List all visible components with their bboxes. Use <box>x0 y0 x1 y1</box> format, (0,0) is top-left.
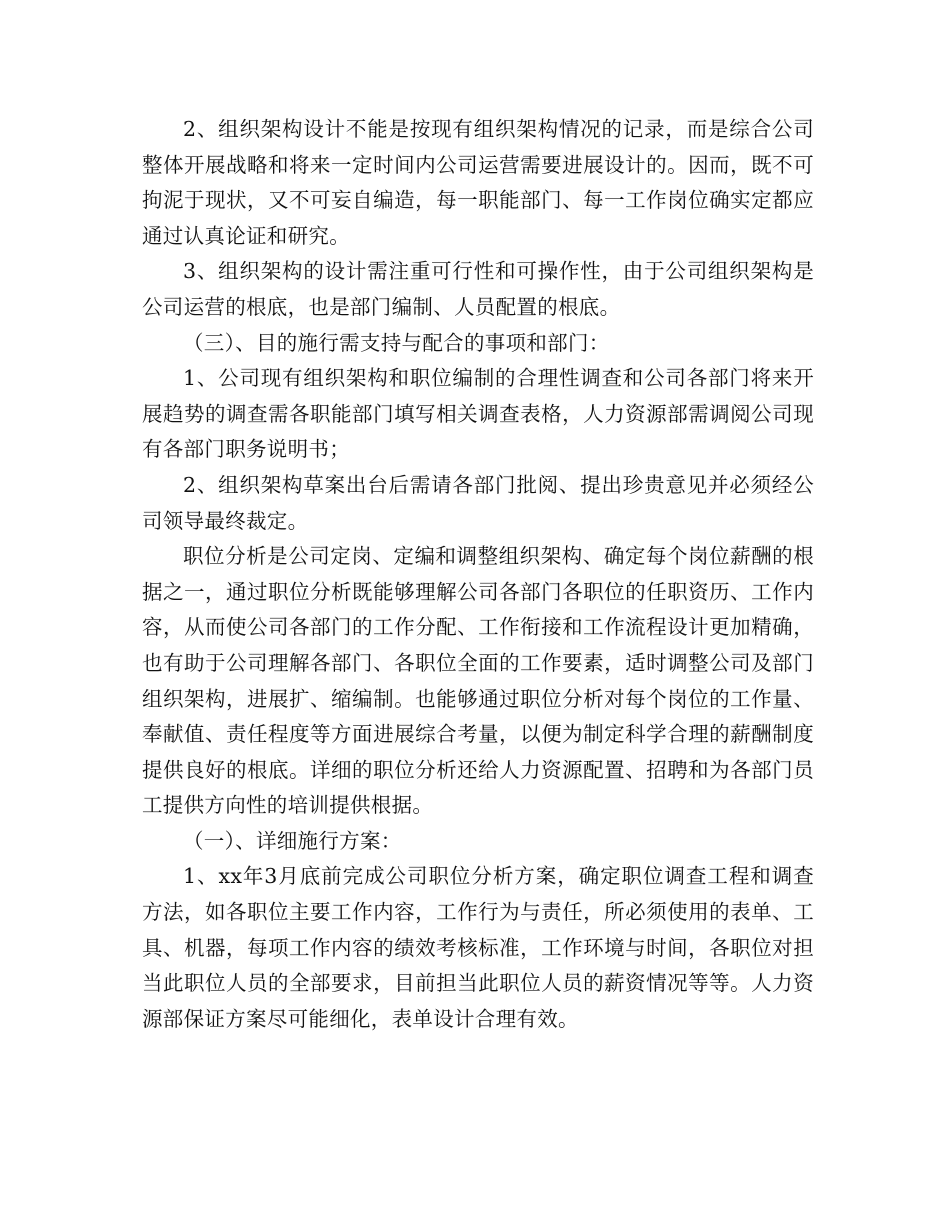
document-body <box>142 112 814 1037</box>
paragraph-org-design-principle-2: 2、组织架构设计不能是按现有组织架构情况的记录，而是综合公司整体开展战略和将来一定时间内公司运营需要进展设计的。因而，既不可拘泥于现状，又不可妄自编造，每一职能部门、每一工作岗位确实定都应通过认真论证和研究。 <box>142 117 814 248</box>
section-heading-implementation-plan: （一）、详细施行方案： <box>183 828 402 853</box>
paragraph-support-item-2: 2、组织架构草案出台后需请各部门批阅、提出珍贵意见并必须经公司领导最终裁定。 <box>142 472 814 533</box>
paragraph-job-analysis-intro: 职位分析是公司定岗、定编和调整组织架构、确定每个岗位薪酬的根据之一，通过职位分析既能够理解公司各部门各职位的任职资历、工作内容，从而使公司各部门的工作分配、工作衔接和工作流程设计更加精确，也有助于公司理解各部门、各职位全面的工作要素，适时调整公司及部门组织架构，进展扩、缩编制。也能够通过职位分析对每个岗位的工作量、奉献值、责任程度等方面进展综合考量，以便为制定科学合理的薪酬制度提供良好的根底。详细的职位分析还给人力资源配置、招聘和为各部门员工提供方向性的培训提供根据。 <box>142 544 814 818</box>
paragraph-org-design-principle-3: 3、组织架构的设计需注重可行性和可操作性，由于公司组织架构是公司运营的根底，也是部门编制、人员配置的根底。 <box>142 259 814 319</box>
paragraph-plan-step-1: 1、xx年3月底前完成公司职位分析方案，确定职位调查工程和调查方法，如各职位主要工作内容，工作行为与责任，所必须使用的表单、工具、机器，每项工作内容的绩效考核标准，工作环境与时间，各职位对担当此职位人员的全部要求，目前担当此职位人员的薪资情况等等。人力资源部保证方案尽可能细化，表单设计合理有效。 <box>142 864 814 1031</box>
paragraph-support-item-1: 1、公司现有组织架构和职位编制的合理性调查和公司各部门将来开展趋势的调查需各职能部门填写相关调查表格，人力资源部需调阅公司现有各部门职务说明书； <box>142 366 814 462</box>
section-heading-support-items: （三）、目的施行需支持与配合的事项和部门： <box>183 330 610 355</box>
